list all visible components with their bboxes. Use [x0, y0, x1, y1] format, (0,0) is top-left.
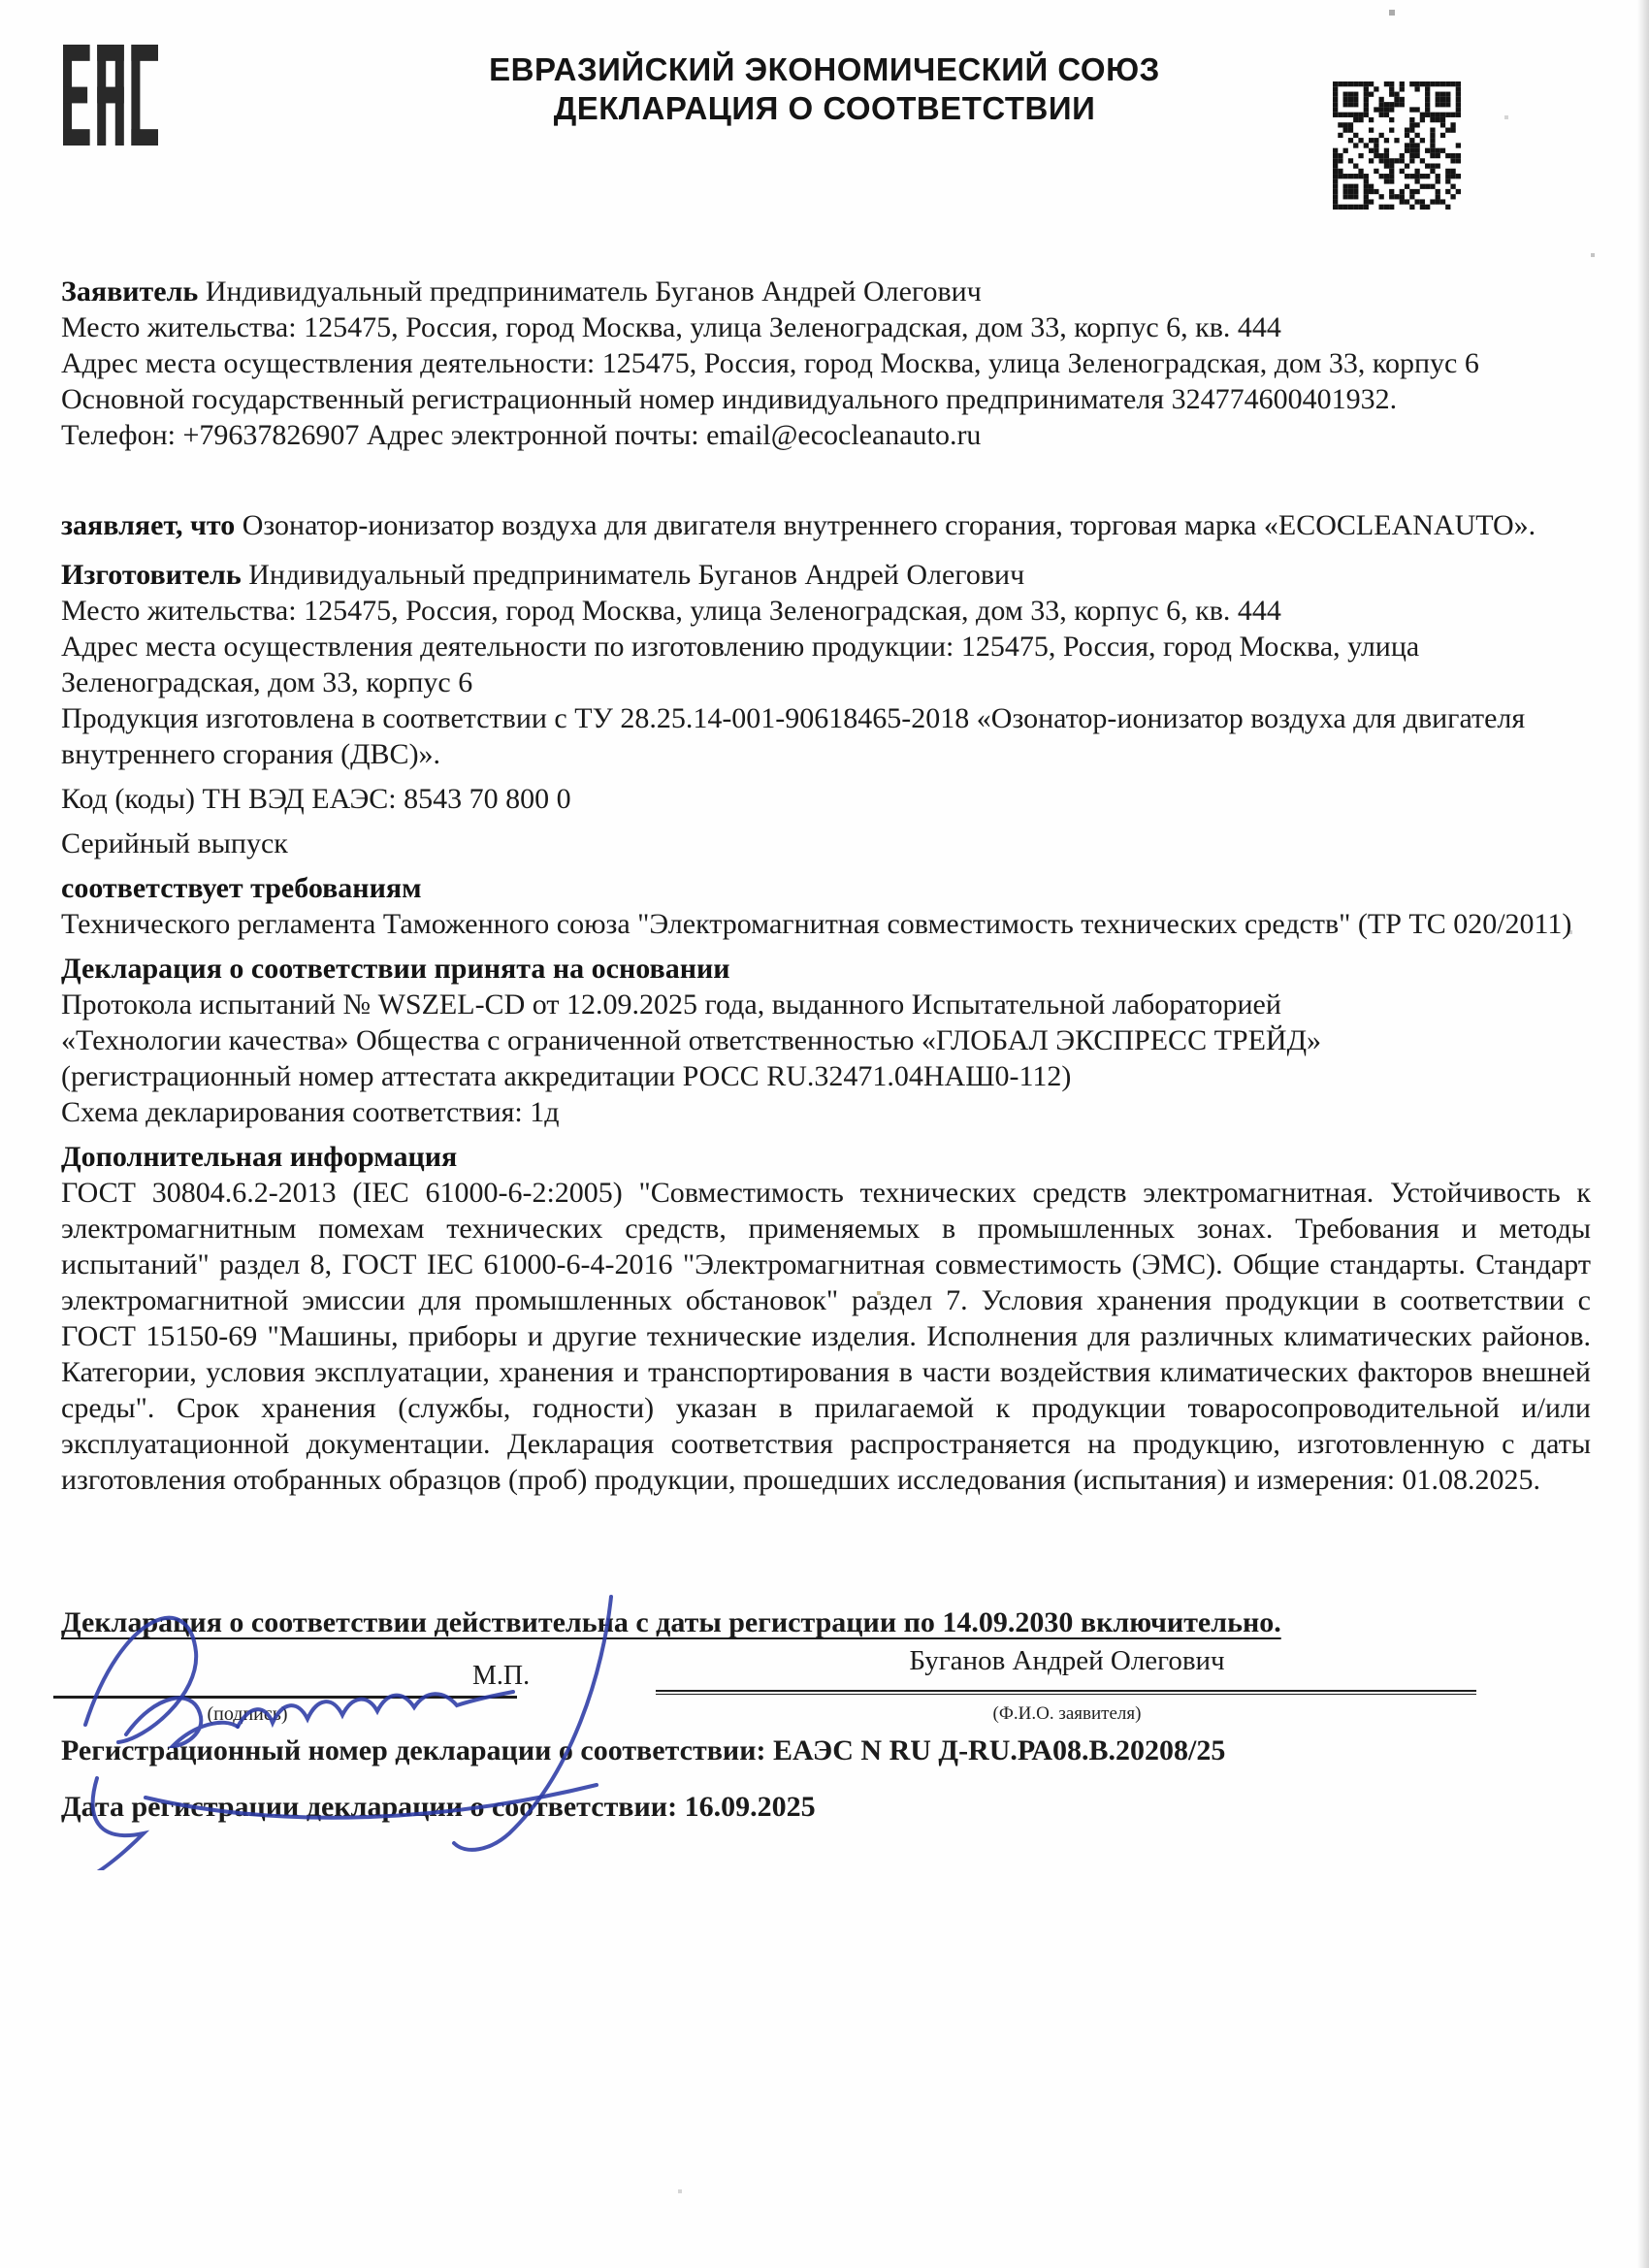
validity-statement: Декларация о соответствии действительна с даты регистрации по 14.09.2030 включительно.: [61, 1606, 1281, 1638]
manufacturer-name: Индивидуальный предприниматель Буганов Андрей Олегович: [248, 559, 1025, 591]
manufacturer-address: Адрес места осуществления деятельности по изготовлению продукции: 125475, Россия, город Москва, улица Зеленоградская, дом 33, корпус 6: [61, 631, 1420, 698]
basis-protocol-line3: (регистрационный номер аттестата аккредитации РОСС RU.32471.04НАШ0-112): [61, 1060, 1072, 1092]
signature-caption: (подпись): [207, 1703, 288, 1725]
applicant-activity-address: Адрес места осуществления деятельности: 125475, Россия, город Москва, улица Зеленоградская, дом 33, корпус 6: [61, 347, 1479, 379]
compliance-section: [61, 870, 1591, 942]
document-title-line2: ДЕКЛАРАЦИЯ О СООТВЕТСТВИИ: [553, 90, 1096, 126]
applicant-residence: Место жительства: 125475, Россия, город Москва, улица Зеленоградская, дом 33, корпус 6, кв. 444: [61, 311, 1281, 343]
basis-heading: Декларация о соответствии принята на основании: [61, 953, 730, 985]
product-description: Озонатор-ионизатор воздуха для двигателя внутреннего сгорания, торговая марка «ECOCLEANAUTO».: [242, 509, 1536, 541]
applicant-label: Заявитель: [61, 275, 199, 308]
basis-section: [61, 951, 1591, 1130]
basis-protocol-line2: «Технологии качества» Общества с ограниченной ответственностью «ГЛОБАЛ ЭКСПРЕСС ТРЕЙД»: [61, 1024, 1322, 1056]
qr-code-icon: [1333, 81, 1461, 210]
compliance-text: Технического регламента Таможенного союза "Электромагнитная совместимость технических средств" (ТР ТС 020/2011): [61, 908, 1572, 940]
tnved-code: Код (коды) ТН ВЭД ЕАЭС: 8543 70 800 0: [61, 783, 571, 815]
document-title-line1: ЕВРАЗИЙСКИЙ ЭКОНОМИЧЕСКИЙ СОЮЗ: [489, 51, 1160, 87]
basis-protocol-line1: Протокола испытаний № WSZEL-CD от 12.09.2025 года, выданного Испытательной лабораторией: [61, 988, 1281, 1021]
applicant-fio: Буганов Андрей Олегович: [909, 1645, 1225, 1676]
fio-line: [656, 1690, 1476, 1696]
product-tu: Продукция изготовлена в соответствии с ТУ 28.25.14-001-90618465-2018 «Озонатор-ионизатор воздуха для двигателя внутреннего сгорания (ДВС)».: [61, 702, 1526, 770]
applicant-contacts: Телефон: +79637826907 Адрес электронной почты: email@ecocleanauto.ru: [61, 419, 982, 451]
manufacturer-label: Изготовитель: [61, 559, 242, 591]
registration-date: Дата регистрации декларации о соответствии: 16.09.2025: [61, 1791, 816, 1823]
compliance-heading: соответствует требованиям: [61, 872, 422, 904]
signature-line: [53, 1696, 517, 1699]
document-title: [233, 50, 1416, 128]
declares-label: заявляет, что: [61, 509, 236, 541]
applicant-name: Индивидуальный предприниматель Буганов Андрей Олегович: [205, 275, 982, 308]
scan-edge-shade: [1637, 0, 1649, 2268]
stamp-place-label: М.П.: [472, 1661, 531, 1691]
serial-issue: Серийный выпуск: [61, 827, 288, 859]
declaration-scheme: Схема декларирования соответствия: 1д: [61, 1096, 560, 1128]
registration-number: Регистрационный номер декларации о соответствии: ЕАЭС N RU Д-RU.РА08.В.20208/25: [61, 1734, 1226, 1766]
additional-info-section: [61, 1139, 1591, 1498]
additional-info-heading: Дополнительная информация: [61, 1141, 458, 1173]
fio-caption: (Ф.И.О. заявителя): [992, 1703, 1142, 1724]
document-body: [61, 274, 1591, 1498]
additional-info-text: ГОСТ 30804.6.2-2013 (IEC 61000-6-2:2005) "Совместимость технических средств электромагнитная. Устойчивость к электромагнитным помехам технических средств, применяемых в промышленных зонах. Требования и методы испытаний" раздел 8, ГОСТ IEC 61000-6-4-2016 "Электромагнитная совместимость (ЭМС). Общие стандарты. Стандарт электромагнитной эмиссии для промышленных обстановок" раздел 7. Условия хранения продукции в соответствии с ГОСТ 15150-69 "Машины, приборы и другие технические изделия. Исполнения для различных климатических районов. Категории, условия эксплуатации, хранения и транспортирования в части воздействия климатических факторов внешней среды". Срок хранения (службы, годности) указан в прилагаемой к продукции товаросопроводительной и/или эксплуатационной документации. Декларация соответствия распространяется на продукцию, изготовленную с даты изготовления отобранных образцов (проб) продукции, прошедших исследования (испытания) и измерения: 01.08.2025.: [61, 1177, 1591, 1496]
applicant-section: [61, 274, 1591, 453]
applicant-ogrnip: Основной государственный регистрационный номер индивидуального предпринимателя 324774600401932.: [61, 383, 1398, 415]
scan-specks: [0, 0, 2, 2]
product-section: [61, 507, 1591, 861]
manufacturer-residence: Место жительства: 125475, Россия, город Москва, улица Зеленоградская, дом 33, корпус 6, кв. 444: [61, 595, 1281, 627]
eac-logo-icon: [63, 45, 158, 146]
